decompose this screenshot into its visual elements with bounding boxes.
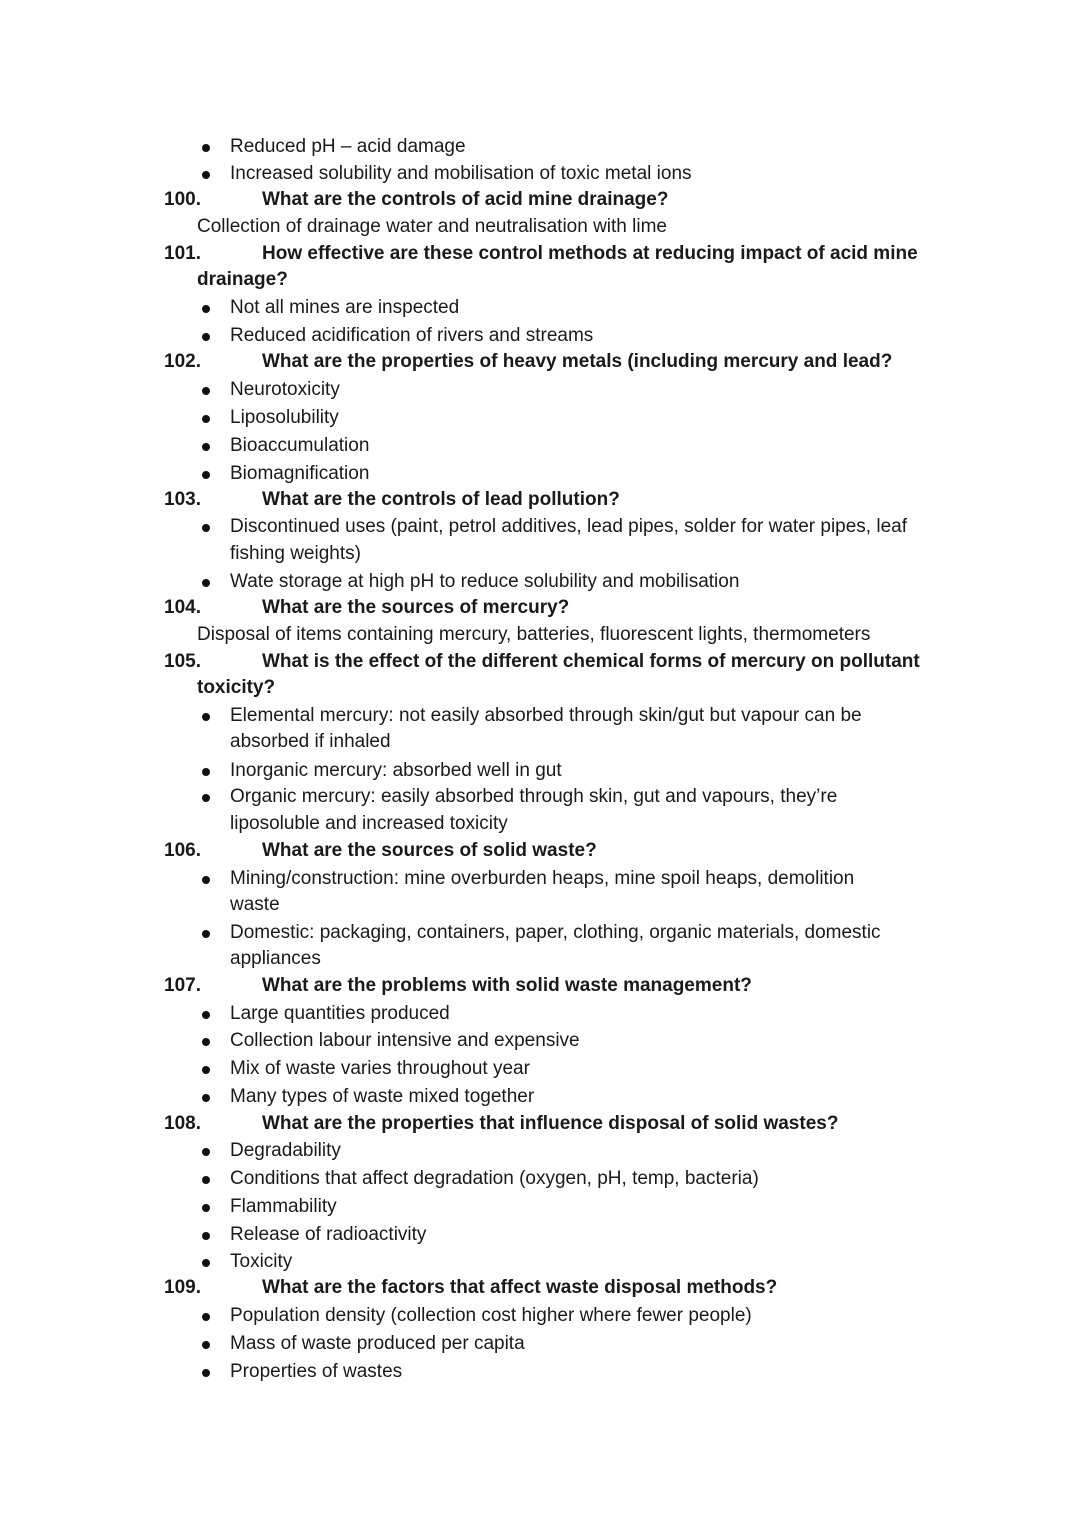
bullet-item-continued: appliances xyxy=(230,948,321,969)
bullet-item: Domestic: packaging, containers, paper, clothing, organic materials, domestic xyxy=(230,922,881,943)
bullet-item: Mix of waste varies throughout year xyxy=(230,1058,530,1079)
bullet-icon xyxy=(202,579,210,587)
bullet-item-continued: liposoluble and increased toxicity xyxy=(230,813,508,834)
question-text: What are the controls of acid mine drainage? xyxy=(262,189,669,210)
bullet-item: Reduced acidification of rivers and streams xyxy=(230,325,594,346)
bullet-icon xyxy=(202,1148,210,1156)
bullet-icon xyxy=(202,768,210,776)
question-number: 107. xyxy=(164,975,201,996)
bullet-item-continued: waste xyxy=(230,894,280,915)
bullet-item: Discontinued uses (paint, petrol additives, lead pipes, solder for water pipes, leaf xyxy=(230,516,907,537)
bullet-item: Large quantities produced xyxy=(230,1003,450,1024)
question-text-continued: drainage? xyxy=(197,269,288,290)
bullet-item: Biomagnification xyxy=(230,463,370,484)
bullet-icon xyxy=(202,387,210,395)
bullet-icon xyxy=(202,415,210,423)
question-text: What is the effect of the different chemical forms of mercury on pollutant xyxy=(262,651,920,672)
bullet-icon xyxy=(202,1313,210,1321)
question-text-continued: toxicity? xyxy=(197,677,276,698)
bullet-icon xyxy=(202,794,210,802)
bullet-icon xyxy=(202,171,210,179)
question-text: What are the controls of lead pollution? xyxy=(262,489,620,510)
bullet-item-continued: absorbed if inhaled xyxy=(230,731,391,752)
answer-text: Disposal of items containing mercury, batteries, fluorescent lights, thermometers xyxy=(197,624,871,645)
bullet-item: Mass of waste produced per capita xyxy=(230,1333,525,1354)
bullet-item: Degradability xyxy=(230,1140,341,1161)
bullet-item: Neurotoxicity xyxy=(230,379,340,400)
bullet-item: Properties of wastes xyxy=(230,1361,403,1382)
question-text: What are the properties of heavy metals (including mercury and lead? xyxy=(262,351,893,372)
question-number: 106. xyxy=(164,840,201,861)
bullet-item: Inorganic mercury: absorbed well in gut xyxy=(230,760,562,781)
bullet-icon xyxy=(202,524,210,532)
bullet-item: Conditions that affect degradation (oxygen, pH, temp, bacteria) xyxy=(230,1168,759,1189)
bullet-icon xyxy=(202,1369,210,1377)
bullet-icon xyxy=(202,1232,210,1240)
bullet-item: Bioaccumulation xyxy=(230,435,370,456)
bullet-icon xyxy=(202,876,210,884)
bullet-icon xyxy=(202,1204,210,1212)
question-number: 100. xyxy=(164,189,201,210)
bullet-item: Flammability xyxy=(230,1196,337,1217)
question-number: 103. xyxy=(164,489,201,510)
question-text: What are the factors that affect waste disposal methods? xyxy=(262,1277,778,1298)
bullet-icon xyxy=(202,305,210,313)
answer-text: Collection of drainage water and neutralisation with lime xyxy=(197,216,667,237)
bullet-item: Organic mercury: easily absorbed through skin, gut and vapours, they’re xyxy=(230,786,838,807)
bullet-icon xyxy=(202,1094,210,1102)
question-number: 104. xyxy=(164,597,201,618)
question-number: 105. xyxy=(164,651,201,672)
question-text: How effective are these control methods at reducing impact of acid mine xyxy=(262,243,918,264)
bullet-icon xyxy=(202,1176,210,1184)
question-number: 102. xyxy=(164,351,201,372)
bullet-item: Toxicity xyxy=(230,1251,293,1272)
bullet-item: Reduced pH – acid damage xyxy=(230,136,466,157)
bullet-item: Mining/construction: mine overburden heaps, mine spoil heaps, demolition xyxy=(230,868,855,889)
bullet-item: Increased solubility and mobilisation of toxic metal ions xyxy=(230,163,692,184)
bullet-icon xyxy=(202,144,210,152)
bullet-item-continued: fishing weights) xyxy=(230,543,361,564)
bullet-icon xyxy=(202,1011,210,1019)
bullet-item: Elemental mercury: not easily absorbed through skin/gut but vapour can be xyxy=(230,705,862,726)
bullet-icon xyxy=(202,930,210,938)
question-text: What are the properties that influence disposal of solid wastes? xyxy=(262,1113,839,1134)
bullet-item: Many types of waste mixed together xyxy=(230,1086,535,1107)
bullet-item: Collection labour intensive and expensive xyxy=(230,1030,580,1051)
question-text: What are the sources of mercury? xyxy=(262,597,570,618)
bullet-icon xyxy=(202,1066,210,1074)
bullet-item: Release of radioactivity xyxy=(230,1224,427,1245)
question-number: 101. xyxy=(164,243,201,264)
bullet-item: Population density (collection cost higher where fewer people) xyxy=(230,1305,752,1326)
bullet-item: Wate storage at high pH to reduce solubility and mobilisation xyxy=(230,571,740,592)
bullet-icon xyxy=(202,443,210,451)
question-number: 108. xyxy=(164,1113,201,1134)
bullet-icon xyxy=(202,1259,210,1267)
bullet-icon xyxy=(202,333,210,341)
bullet-icon xyxy=(202,713,210,721)
question-number: 109. xyxy=(164,1277,201,1298)
bullet-item: Not all mines are inspected xyxy=(230,297,460,318)
bullet-icon xyxy=(202,471,210,479)
bullet-icon xyxy=(202,1341,210,1349)
bullet-icon xyxy=(202,1038,210,1046)
question-text: What are the sources of solid waste? xyxy=(262,840,597,861)
bullet-item: Liposolubility xyxy=(230,407,339,428)
question-text: What are the problems with solid waste management? xyxy=(262,975,752,996)
